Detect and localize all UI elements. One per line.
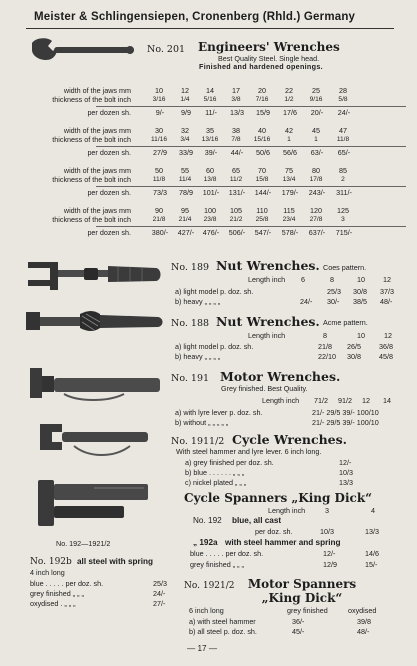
header-rule bbox=[26, 28, 394, 29]
row-price: 30/8 bbox=[353, 287, 367, 296]
length-value: 91/2 bbox=[338, 396, 352, 405]
item-number-191: No. 191 bbox=[171, 373, 210, 384]
price-per-dozen: 715/- bbox=[335, 228, 353, 237]
price-192-4: 13/3 bbox=[365, 527, 379, 536]
row-label: b) heavy „ „ „ „ bbox=[175, 297, 221, 306]
price-per-dozen: 547/- bbox=[254, 228, 272, 237]
label-per-dozen: per dozen sh. bbox=[87, 188, 131, 197]
item-number-201: No. 201 bbox=[147, 44, 186, 55]
no-192-text: blue, all cast bbox=[232, 516, 282, 525]
price-per-dozen: 39/- bbox=[204, 148, 218, 157]
width-mm: 75 bbox=[285, 166, 293, 175]
title-engineers-wrenches: Engineers' Wrenches bbox=[198, 40, 340, 54]
subtitle-finished: Finished and hardened openings. bbox=[199, 62, 323, 71]
length-value: 14 bbox=[383, 396, 391, 405]
thickness-inch: 13/16 bbox=[201, 136, 219, 143]
item-number-1911: No. 1911/2 bbox=[171, 436, 225, 447]
width-mm: 45 bbox=[312, 126, 320, 135]
row-price: 36/8 bbox=[379, 342, 393, 351]
width-mm: 50 bbox=[155, 166, 163, 175]
price-per-dozen: 9/- bbox=[155, 108, 165, 117]
width-mm: 14 bbox=[206, 86, 214, 95]
width-mm: 32 bbox=[181, 126, 189, 135]
label-thickness: thickness of the bolt inch bbox=[52, 95, 131, 104]
length-3: 3 bbox=[325, 506, 329, 515]
row-price: 21/8 bbox=[318, 342, 332, 351]
note-acme-pattern: Acme pattern. bbox=[323, 318, 368, 327]
width-mm: 12 bbox=[181, 86, 189, 95]
thickness-inch: 3/16 bbox=[152, 96, 166, 103]
price-per-dozen: 506/- bbox=[228, 228, 246, 237]
thickness-inch: 11/2 bbox=[229, 176, 243, 183]
grey-line: grey finished „ „ „ bbox=[190, 560, 244, 569]
length-value: 10 bbox=[357, 275, 365, 284]
label-width: width of the jaws mm bbox=[63, 86, 131, 95]
length-value: 8 bbox=[323, 331, 327, 340]
label-thickness: thickness of the bolt inch bbox=[52, 135, 131, 144]
length-label-188: Length inch bbox=[248, 331, 286, 340]
price-per-dozen: 144/- bbox=[254, 188, 272, 197]
row-price: 10/3 bbox=[339, 468, 353, 477]
row-price: 12/- bbox=[339, 458, 352, 467]
width-mm: 47 bbox=[339, 126, 347, 135]
length-4: 4 bbox=[371, 506, 375, 515]
thickness-inch: 21/2 bbox=[229, 216, 243, 223]
item-number-188: No. 188 bbox=[171, 318, 210, 329]
thickness-inch: 1 bbox=[287, 136, 291, 143]
label-thickness: thickness of the bolt inch bbox=[52, 175, 131, 184]
row-label: c) nickel plated „ „ „ bbox=[185, 478, 247, 487]
price-per-dozen: 44/- bbox=[230, 148, 244, 157]
col-6inch: 6 inch long bbox=[189, 606, 224, 615]
item-number-189: No. 189 bbox=[171, 262, 210, 273]
cycle-wrench-image bbox=[34, 420, 156, 462]
col-grey: grey finished bbox=[287, 606, 328, 615]
oxydised-price: 48/- bbox=[357, 627, 370, 636]
width-mm: 80 bbox=[312, 166, 320, 175]
row-label: a) with steel hammer bbox=[189, 617, 256, 626]
width-mm: 105 bbox=[230, 206, 242, 215]
width-mm: 65 bbox=[232, 166, 240, 175]
price-per-dozen: 131/- bbox=[228, 188, 246, 197]
price-per-dozen: 50/6 bbox=[256, 148, 270, 157]
row-prices: 21/- 29/5 39/- 100/10 bbox=[312, 408, 379, 417]
no-192a-text: with steel hammer and spring bbox=[225, 538, 341, 547]
thickness-inch: 7/16 bbox=[255, 96, 269, 103]
price-per-dozen: 73/3 bbox=[153, 188, 167, 197]
price-per-dozen: 311/- bbox=[336, 188, 352, 197]
row-label: b) blue . . . . . . „ „ „ bbox=[185, 468, 245, 477]
thickness-inch: 11/8 bbox=[336, 136, 350, 143]
row-label: a) light model p. doz. sh. bbox=[175, 342, 254, 351]
thickness-inch: 11/4 bbox=[178, 176, 192, 183]
item-number-1921: No. 1921/2 bbox=[184, 581, 235, 591]
row-price: 30/8 bbox=[347, 352, 361, 361]
title-cycle-wrenches: Cycle Wrenches. bbox=[232, 432, 348, 447]
price-per-dozen: 427/- bbox=[177, 228, 195, 237]
width-mm: 38 bbox=[232, 126, 240, 135]
width-mm: 42 bbox=[285, 126, 293, 135]
row-price: 26/5 bbox=[347, 342, 361, 351]
thickness-inch: 3/4 bbox=[180, 136, 190, 143]
width-mm: 28 bbox=[339, 86, 347, 95]
thickness-inch: 5/16 bbox=[203, 96, 217, 103]
title-motor-spanners: Motor Spanners „King Dick“ bbox=[247, 577, 357, 605]
price-per-dozen: 578/- bbox=[281, 228, 299, 237]
price-192-3: 10/3 bbox=[320, 527, 334, 536]
length-value: 71/2 bbox=[314, 396, 328, 405]
width-mm: 100 bbox=[204, 206, 216, 215]
row-price: 30/- bbox=[327, 297, 340, 306]
thickness-inch: 23/4 bbox=[282, 216, 296, 223]
thickness-inch: 1/4 bbox=[180, 96, 190, 103]
width-mm: 90 bbox=[155, 206, 163, 215]
row-price: 22/10 bbox=[318, 352, 336, 361]
thickness-inch: 2 bbox=[341, 176, 345, 183]
width-mm: 70 bbox=[258, 166, 266, 175]
row-label: a) grey finished per doz. sh. bbox=[185, 458, 274, 467]
length-value: 12 bbox=[384, 331, 392, 340]
thickness-inch: 7/8 bbox=[231, 136, 241, 143]
col-oxydised: oxydised bbox=[348, 606, 377, 615]
width-mm: 85 bbox=[339, 166, 347, 175]
thickness-inch: 15/16 bbox=[253, 136, 271, 143]
price-per-dozen: 24/- bbox=[337, 108, 351, 117]
thickness-inch: 11/16 bbox=[150, 136, 167, 143]
note-grey-finished: Grey finished. Best Quality. bbox=[221, 384, 308, 393]
width-mm: 25 bbox=[312, 86, 320, 95]
price-per-dozen: 15/9 bbox=[256, 108, 270, 117]
row-label: b) heavy „ „ „ „ bbox=[175, 352, 221, 361]
figure-caption: No. 192—1921/2 bbox=[56, 539, 111, 548]
motor-wrench-image bbox=[28, 364, 166, 406]
width-mm: 17 bbox=[232, 86, 240, 95]
thickness-inch: 3/8 bbox=[231, 96, 241, 103]
width-mm: 30 bbox=[155, 126, 163, 135]
price-per-dozen: 65/- bbox=[337, 148, 351, 157]
thickness-inch: 21/8 bbox=[152, 216, 166, 223]
per-doz-192: per doz. sh. bbox=[255, 527, 293, 536]
row-label: a) with lyre lever p. doz. sh. bbox=[175, 408, 263, 417]
row-label: grey finished „ „ „ bbox=[30, 589, 84, 598]
thickness-inch: 17/8 bbox=[309, 176, 323, 183]
no-192a-label: „ 192a bbox=[193, 538, 218, 547]
row-label: oxydised . „ „ „ bbox=[30, 599, 76, 608]
length-label-191: Length inch bbox=[262, 396, 300, 405]
length-value: 12 bbox=[383, 275, 391, 284]
width-mm: 35 bbox=[206, 126, 214, 135]
blue-4: 14/6 bbox=[365, 549, 379, 558]
width-mm: 120 bbox=[310, 206, 322, 215]
grey-3: 12/9 bbox=[323, 560, 337, 569]
length-value: 6 bbox=[301, 275, 305, 284]
row-price: 24/- bbox=[153, 589, 166, 598]
thickness-inch: 27/8 bbox=[309, 216, 323, 223]
king-dick-spanner-image bbox=[34, 476, 154, 532]
price-per-dozen: 78/9 bbox=[179, 188, 193, 197]
title-nut-wrenches-189: Nut Wrenches. bbox=[216, 258, 320, 273]
table-rule bbox=[96, 146, 406, 147]
engineers-wrench-image bbox=[30, 37, 140, 63]
row-price: 37/3 bbox=[380, 287, 394, 296]
row-price: 45/8 bbox=[379, 352, 393, 361]
price-per-dozen: 243/- bbox=[308, 188, 326, 197]
nut-wrench-coes-image bbox=[24, 258, 166, 298]
subtitle-steel: Best Quality Steel. Single head. bbox=[218, 54, 320, 63]
grey-4: 15/- bbox=[365, 560, 378, 569]
row-price: 24/- bbox=[300, 297, 313, 306]
length-value: 10 bbox=[357, 331, 365, 340]
thickness-inch: 23/8 bbox=[203, 216, 217, 223]
width-mm: 10 bbox=[155, 86, 163, 95]
all-steel-text: all steel with spring bbox=[77, 557, 153, 566]
thickness-inch: 3 bbox=[341, 216, 345, 223]
row-price: 38/5 bbox=[353, 297, 367, 306]
blue-line: blue . . . . . per doz. sh. bbox=[190, 549, 264, 558]
length-label-spanners: Length inch bbox=[268, 506, 306, 515]
length-value: 8 bbox=[330, 275, 334, 284]
item-number-192b: No. 192b bbox=[30, 557, 72, 567]
price-per-dozen: 13/3 bbox=[230, 108, 244, 117]
thickness-inch: 5/8 bbox=[338, 96, 348, 103]
width-mm: 20 bbox=[258, 86, 266, 95]
note-coes-pattern: Coes pattern. bbox=[323, 263, 367, 272]
table-rule bbox=[96, 226, 406, 227]
thickness-inch: 13/8 bbox=[203, 176, 217, 183]
label-per-dozen: per dozen sh. bbox=[87, 228, 131, 237]
price-per-dozen: 63/- bbox=[310, 148, 324, 157]
thickness-inch: 25/8 bbox=[255, 216, 269, 223]
row-label: b) without „ „ „ „ „ bbox=[175, 418, 229, 427]
row-price: 27/- bbox=[153, 599, 166, 608]
price-per-dozen: 27/9 bbox=[153, 148, 167, 157]
label-width: width of the jaws mm bbox=[63, 206, 131, 215]
width-mm: 115 bbox=[283, 206, 295, 215]
table-rule bbox=[96, 106, 406, 107]
thickness-inch: 13/4 bbox=[282, 176, 296, 183]
price-per-dozen: 33/9 bbox=[179, 148, 193, 157]
price-per-dozen: 179/- bbox=[281, 188, 299, 197]
title-motor-wrenches: Motor Wrenches. bbox=[220, 369, 341, 384]
grey-price: 36/- bbox=[292, 617, 305, 626]
thickness-inch: 21/4 bbox=[178, 216, 192, 223]
thickness-inch: 15/8 bbox=[255, 176, 269, 183]
row-price: 25/3 bbox=[153, 579, 167, 588]
width-mm: 40 bbox=[258, 126, 266, 135]
width-mm: 125 bbox=[337, 206, 349, 215]
width-mm: 55 bbox=[181, 166, 189, 175]
length-label-189: Length inch bbox=[248, 275, 286, 284]
row-label: a) light model p. doz. sh. bbox=[175, 287, 254, 296]
price-per-dozen: 20/- bbox=[310, 108, 324, 117]
label-per-dozen: per dozen sh. bbox=[87, 148, 131, 157]
page-header: Meister & Schlingensiepen, Cronenberg (Rhld.) Germany bbox=[34, 11, 356, 23]
grey-price: 45/- bbox=[292, 627, 305, 636]
title-cycle-spanners: Cycle Spanners „King Dick“ bbox=[184, 491, 373, 505]
note-steel-hammer: With steel hammer and lyre lever. 6 inch long. bbox=[176, 447, 322, 456]
thickness-inch: 11/8 bbox=[152, 176, 166, 183]
price-per-dozen: 637/- bbox=[308, 228, 326, 237]
row-prices: 21/- 29/5 39/- 100/10 bbox=[312, 418, 379, 427]
price-per-dozen: 9/9 bbox=[181, 108, 191, 117]
price-per-dozen: 476/- bbox=[202, 228, 220, 237]
price-per-dozen: 17/6 bbox=[283, 108, 297, 117]
thickness-inch: 1/2 bbox=[284, 96, 294, 103]
width-mm: 110 bbox=[256, 206, 268, 215]
row-price: 48/- bbox=[380, 297, 393, 306]
label-thickness: thickness of the bolt inch bbox=[52, 215, 131, 224]
width-mm: 60 bbox=[206, 166, 214, 175]
label-width: width of the jaws mm bbox=[63, 126, 131, 135]
length-4inch: 4 inch long bbox=[30, 568, 65, 577]
width-mm: 22 bbox=[285, 86, 293, 95]
price-per-dozen: 56/6 bbox=[283, 148, 297, 157]
thickness-inch: 9/16 bbox=[309, 96, 323, 103]
no-192-label: No. 192 bbox=[193, 516, 222, 525]
thickness-inch: 1 bbox=[314, 136, 318, 143]
price-per-dozen: 380/- bbox=[151, 228, 169, 237]
page-number: — 17 — bbox=[187, 644, 218, 653]
label-width: width of the jaws mm bbox=[63, 166, 131, 175]
row-price: 13/3 bbox=[339, 478, 353, 487]
length-value: 12 bbox=[362, 396, 370, 405]
blue-3: 12/- bbox=[323, 549, 336, 558]
row-label: b) all steel p. doz. sh. bbox=[189, 627, 257, 636]
table-rule bbox=[96, 186, 406, 187]
width-mm: 95 bbox=[181, 206, 189, 215]
price-per-dozen: 11/- bbox=[205, 108, 217, 117]
row-label: blue . . . . . per doz. sh. bbox=[30, 579, 104, 588]
price-per-dozen: 101/- bbox=[202, 188, 220, 197]
oxydised-price: 39/8 bbox=[357, 617, 371, 626]
label-per-dozen: per dozen sh. bbox=[87, 108, 131, 117]
nut-wrench-acme-image bbox=[24, 308, 166, 336]
title-nut-wrenches-188: Nut Wrenches. bbox=[216, 314, 320, 329]
row-price: 25/3 bbox=[327, 287, 341, 296]
